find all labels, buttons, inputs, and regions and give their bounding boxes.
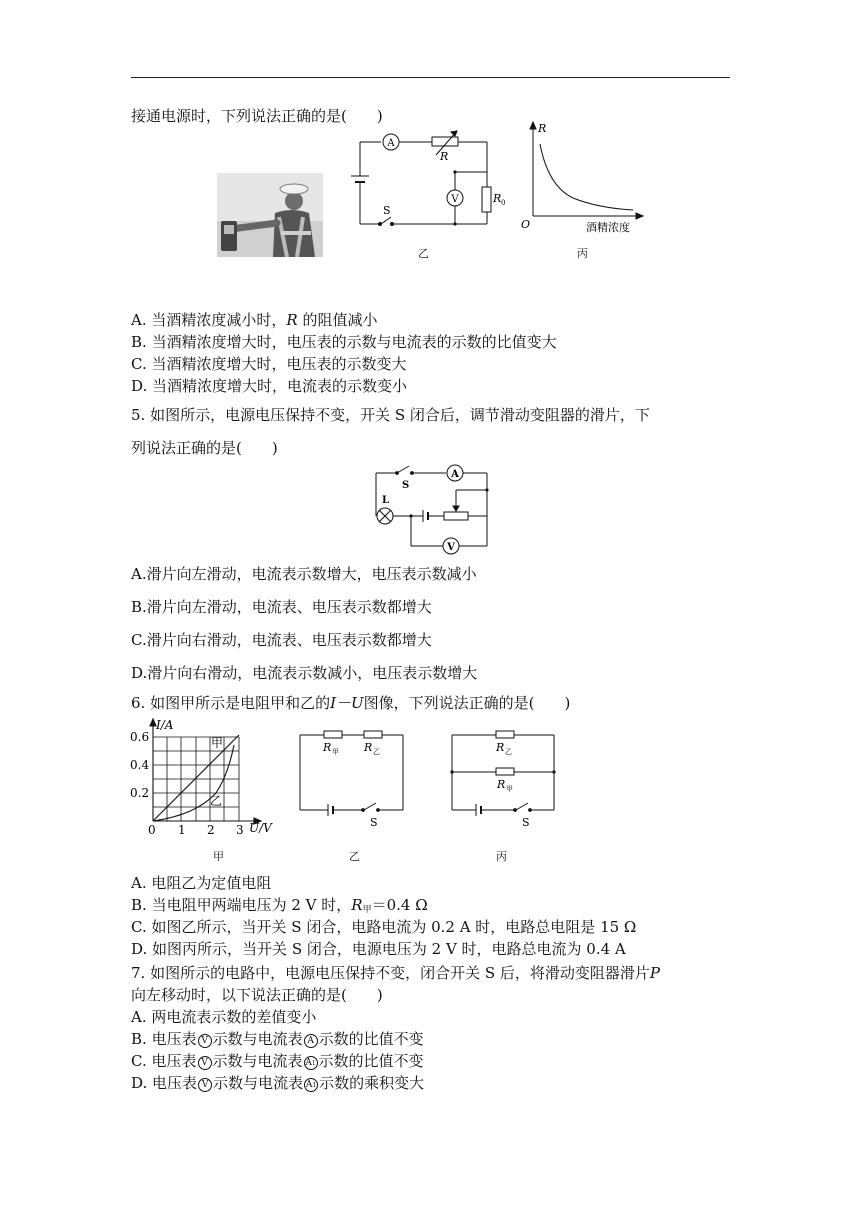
bing-rjia-label: R — [497, 778, 506, 791]
q6-option-c: C. 如图乙所示，当开关 S 闭合，电路电流为 0.2 A 时，电路总电阻是 15 Ω — [131, 918, 637, 936]
yi-ryi-label: R — [364, 741, 373, 754]
ammeter-label: A — [387, 138, 395, 149]
q4-option-b: B. 当酒精浓度增大时，电压表的示数与电流表的示数的比值变大 — [131, 333, 557, 351]
q7-stem-line1: 7. 如图所示的电路中，电源电压保持不变，闭合开关 S 后，将滑动变阻器滑片P — [131, 964, 660, 982]
bing-rjia-sub: 甲 — [506, 785, 513, 793]
voltmeter-label: V — [451, 194, 459, 205]
series-yi-label: 乙 — [210, 794, 223, 808]
y-tick-0.4: 0.4 — [130, 758, 150, 772]
q7-option-a: A. 两电流表示数的差值变小 — [131, 1008, 317, 1026]
q4-caption-bing: 丙 — [577, 247, 588, 260]
r0-label: R — [493, 192, 502, 205]
q5-option-b: B.滑片向左滑动，电流表、电压表示数都增大 — [131, 598, 432, 616]
q4-caption-yi: 乙 — [418, 247, 429, 260]
series-jia-label: 甲 — [211, 736, 224, 750]
q5-switch-label: S — [402, 480, 410, 491]
q5-option-d: D.滑片向右滑动，电流表示数减小，电压表示数增大 — [131, 664, 478, 682]
y-tick-0.2: 0.2 — [130, 786, 150, 800]
x-tick-2: 2 — [207, 823, 215, 837]
graph-axis-x: 酒精浓度 — [586, 221, 630, 234]
bing-ryi-sub: 乙 — [505, 748, 512, 756]
bing-ryi-label: R — [496, 741, 505, 754]
q6-series-circuit — [292, 727, 412, 832]
y-tick-0.6: 0.6 — [130, 730, 150, 744]
voltmeter-symbol: V — [198, 1078, 212, 1092]
q5-option-c: C.滑片向右滑动，电流表、电压表示数都增大 — [131, 631, 432, 649]
voltmeter-symbol: V — [198, 1034, 212, 1048]
q6-caption-jia: 甲 — [213, 850, 224, 863]
ammeter-a1-symbol: A1 — [305, 1058, 316, 1068]
q7-option-b: B. 电压表 V 示数与电流表 A 示数的比值不变 — [131, 1030, 424, 1048]
q6-option-d: D. 如图丙所示，当开关 S 闭合，电源电压为 2 V 时，电路总电流为 0.4 A — [131, 940, 626, 958]
q4-option-c: C. 当酒精浓度增大时，电压表的示数变大 — [131, 355, 407, 373]
q4-option-a: A. 当酒精浓度减小时，R 的阻值减小 — [131, 311, 378, 329]
yi-rjia-sub: 甲 — [332, 748, 339, 756]
q5-ammeter-label: A — [451, 469, 459, 480]
q4-r-concentration-graph — [518, 116, 658, 236]
ammeter-a1-symbol: A1 — [305, 1080, 317, 1090]
graph-origin: O — [521, 218, 531, 231]
graph-y-label: I/A — [156, 718, 174, 732]
yi-ryi-sub: 乙 — [373, 748, 380, 756]
q5-stem-line1: 5. 如图所示，电源电压保持不变，开关 S 闭合后，调节滑动变阻器的滑片，下 — [131, 406, 650, 424]
voltmeter-symbol: V — [198, 1056, 212, 1070]
yi-switch-label: S — [370, 816, 378, 829]
q6-parallel-circuit — [444, 727, 564, 832]
bing-switch-label: S — [522, 816, 530, 829]
r0-sub: 0 — [501, 199, 506, 207]
q4-circuit-diagram — [345, 120, 515, 270]
q4-stem: 接通电源时，下列说法正确的是( ) — [131, 107, 383, 125]
q5-option-a: A.滑片向左滑动，电流表示数增大，电压表示数减小 — [131, 565, 477, 583]
q7-stem-line2: 向左移动时，以下说法正确的是( ) — [131, 986, 383, 1004]
q6-caption-bing: 丙 — [496, 850, 507, 863]
x-tick-0: 0 — [148, 823, 156, 837]
rheostat-label: R — [440, 150, 449, 163]
switch-label: S — [383, 204, 391, 217]
graph-x-label: U/V — [249, 821, 272, 835]
q4-option-d: D. 当酒精浓度增大时，电流表的示数变小 — [131, 377, 408, 395]
q7-option-c: C. 电压表 V 示数与电流表 A1 示数的比值不变 — [131, 1052, 424, 1070]
header-rule — [131, 77, 730, 78]
q7-option-d: D. 电压表 V 示数与电流表 A1 示数的乘积变大 — [131, 1074, 425, 1092]
q6-stem: 6. 如图甲所示是电阻甲和乙的I－U图像，下列说法正确的是( ) — [131, 694, 571, 712]
q5-voltmeter-label: V — [447, 542, 455, 553]
q5-circuit-diagram — [366, 460, 496, 555]
officer-photo — [217, 173, 323, 257]
yi-rjia-label: R — [323, 741, 332, 754]
x-tick-3: 3 — [236, 823, 244, 837]
q6-iu-graph — [128, 715, 278, 840]
q6-option-a: A. 电阻乙为定值电阻 — [131, 874, 272, 892]
q5-stem-line2: 列说法正确的是( ) — [131, 439, 278, 457]
q6-caption-yi: 乙 — [349, 850, 360, 863]
x-tick-1: 1 — [178, 823, 186, 837]
ammeter-symbol: A — [304, 1034, 318, 1048]
q5-lamp-label: L — [382, 495, 390, 506]
graph-axis-r: R — [538, 122, 547, 135]
q6-option-b: B. 当电阻甲两端电压为 2 V 时，$R_甲=0.4$ Ω — [131, 896, 428, 915]
